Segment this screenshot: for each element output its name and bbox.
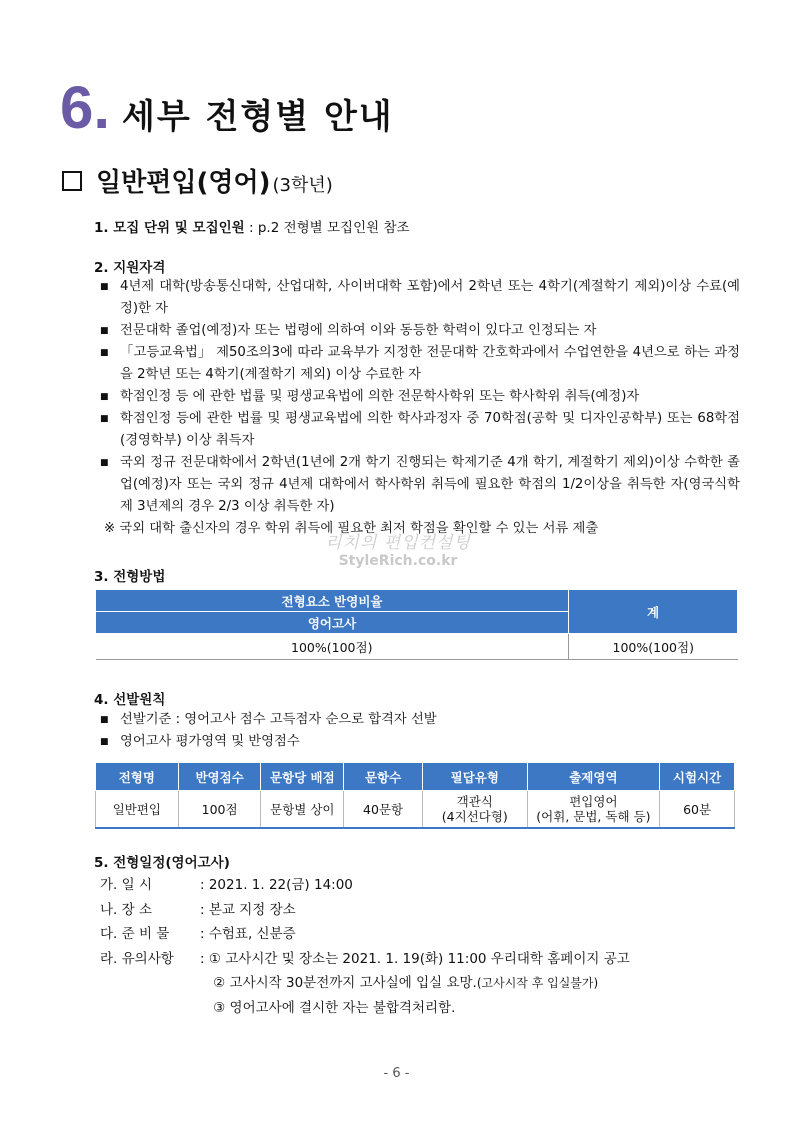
list-item: ■ 전문대학 졸업(예정)자 또는 법령에 의하여 이와 동등한 학력이 있다고 인정되는 자 [100, 320, 740, 342]
section-heading [60, 74, 394, 141]
schedule-value: : 수험표, 신분증 [200, 926, 296, 942]
exam-cell: 100점 [178, 791, 261, 829]
selection-list [100, 709, 740, 753]
exam-cell: 60분 [660, 791, 735, 829]
schedule-label: 라. 유의사항 [100, 950, 174, 967]
exam-header: 시험시간 [660, 763, 735, 791]
subsection-title [62, 162, 333, 199]
schedule-label: 다. 준 비 물 [100, 926, 170, 942]
schedule-row [100, 996, 630, 1021]
list-item: ■ 「고등교육법」 제50조의3에 따라 교육부가 지정한 전문대학 간호학과에서 수업연한을 4년으로 하는 과정을 2학년 또는 4학기(계절학기 제외) 이상 수료한 자 [100, 342, 740, 386]
recruit-unit-line [94, 216, 410, 236]
recruit-unit-label: 1. 모집 단위 및 모집인원 [94, 220, 245, 236]
method-header-sub: 영어고사 [96, 612, 569, 634]
list-item: ■ 학점인정 등에 관한 법률 및 평생교육법에 의한 학사과정자 중 70학점(공학 및 디자인공학부) 또는 68학점(경영학부) 이상 취득자 [100, 408, 740, 452]
method-header-top: 전형요소 반영비율 [96, 590, 569, 612]
exam-cell: 문항별 상이 [261, 791, 344, 829]
list-item: ■ 학점인정 등 에 관한 법률 및 평생교육법에 의한 전문학사학위 또는 학사학위 취득(예정)자 [100, 386, 740, 408]
exam-header: 문항수 [344, 763, 423, 791]
exam-header: 출제영역 [527, 763, 660, 791]
exam-header: 문항당 배점 [261, 763, 344, 791]
list-item: ■ 선발기준 : 영어고사 점수 고득점자 순으로 합격자 선발 [100, 709, 740, 731]
exam-table [95, 762, 735, 829]
schedule-row [100, 873, 630, 898]
schedule-list [100, 873, 630, 1020]
list-item: ■ 4년제 대학(방송통신대학, 산업대학, 사이버대학 포함)에서 2학년 또는 4학기(계절학기 제외)이상 수료(예정)한 자 [100, 276, 740, 320]
schedule-heading: 5. 전형일정(영어고사) [94, 855, 230, 871]
section-title: 세부 전형별 안내 [122, 97, 394, 137]
exam-cell: 편입영어 (어휘, 문법, 독해 등) [527, 791, 660, 829]
exam-cell: 40문항 [344, 791, 423, 829]
exam-header: 필답유형 [422, 763, 527, 791]
schedule-row [100, 971, 630, 996]
schedule-extra-small: (고사시작 후 입실불가) [476, 976, 599, 990]
section-number: 6. [60, 74, 111, 141]
list-item: ■ 영어고사 평가영역 및 반영점수 [100, 731, 740, 753]
subsection-main: 일반편입(영어) [96, 168, 271, 198]
schedule-value: : ① 고사시간 및 장소는 2021. 1. 19(화) 11:00 우리대학 홈페이지 공고 [200, 950, 630, 967]
exam-header: 전형명 [96, 763, 179, 791]
method-heading: 3. 전형방법 [94, 569, 166, 585]
schedule-label: 가. 일 시 [100, 877, 152, 893]
watermark [318, 528, 478, 569]
exam-cell: 일반편입 [96, 791, 179, 829]
schedule-value: : 2021. 1. 22(금) 14:00 [200, 877, 353, 893]
page-number: - 6 - [383, 1066, 410, 1081]
eligibility-heading: 2. 지원자격 [94, 260, 166, 276]
checkbox-square-icon [62, 171, 82, 191]
watermark-line1: 리치의 편입컨설팅 [325, 533, 471, 553]
schedule-extra: ② 고사시작 30분전까지 고사실에 입실 요망. [213, 975, 477, 991]
method-cell-exam: 100%(100점) [96, 634, 569, 660]
schedule-row [100, 922, 630, 947]
list-item: ■ 국외 정규 전문대학에서 2학년(1년에 2개 학기 진행되는 학제기준 4개 학기, 계절학기 제외)이상 수학한 졸업(예정)자 또는 국외 정규 4년제 대학에서 학사학위 취득에 필요한 학점의 1/2이상을 취득한 자(영국식학제 3년제의 경우 2/3 이상 취득한 자) [100, 452, 740, 518]
selection-heading: 4. 선발원칙 [94, 692, 166, 708]
eligibility-note: ※ 국외 대학 출신자의 경우 학위 취득에 필요한 최저 학점을 확인할 수 있는 서류 제출 [104, 521, 599, 536]
method-table [95, 589, 738, 660]
schedule-label: 나. 장 소 [100, 901, 152, 918]
exam-cell: 객관식 (4지선다형) [422, 791, 527, 829]
subsection-grade: (3학년) [272, 174, 333, 196]
recruit-unit-text: : p.2 전형별 모집인원 참조 [244, 220, 410, 236]
schedule-row [100, 947, 630, 972]
method-cell-total: 100%(100점) [569, 634, 738, 660]
watermark-line2: StyleRich.co.kr [338, 553, 458, 569]
method-header-total: 계 [569, 590, 738, 634]
table-row [96, 791, 735, 829]
eligibility-list [100, 276, 740, 540]
schedule-row [100, 898, 630, 923]
exam-header: 반영점수 [178, 763, 261, 791]
schedule-value: : 본교 지정 장소 [200, 901, 296, 918]
schedule-extra: ③ 영어고사에 결시한 자는 불합격처리함. [213, 999, 456, 1016]
